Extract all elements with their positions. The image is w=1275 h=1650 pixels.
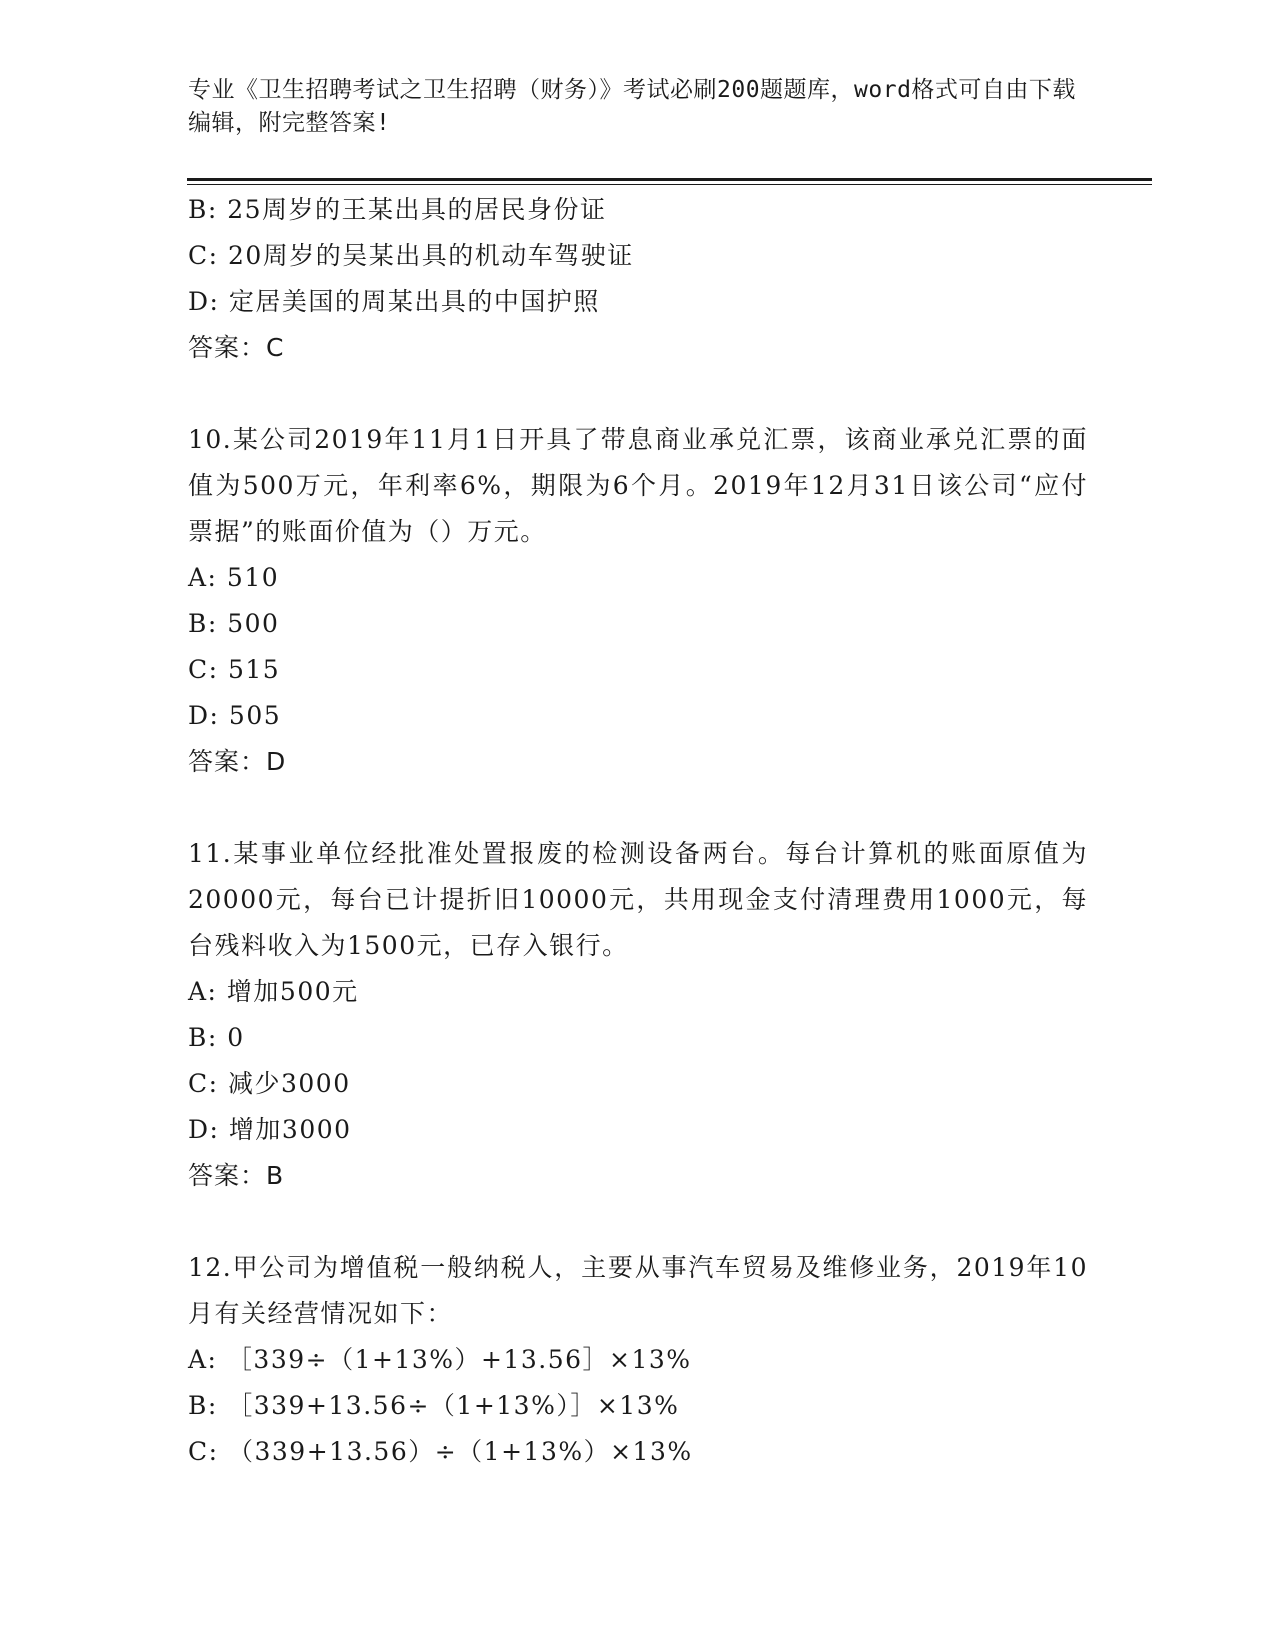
question-stem: 12.甲公司为增值税一般纳税人，主要从事汽车贸易及维修业务，2019年10月有关经营情况如下：	[188, 1253, 1088, 1328]
option-c: C: （339+13.56）÷（1+13%）×13%	[188, 1437, 693, 1466]
answer-label: 答案：D	[188, 747, 287, 776]
option-c: C: 减少3000	[188, 1069, 351, 1098]
option-c: C: 20周岁的吴某出具的机动车驾驶证	[188, 241, 634, 270]
option-b: B: 500	[188, 609, 280, 638]
document-header: 专业《卫生招聘考试之卫生招聘（财务）》考试必刷200题题库，word格式可自由下载编辑，附完整答案!	[188, 77, 1076, 136]
option-b: B: ［339+13.56÷（1+13%）］×13%	[188, 1391, 680, 1420]
option-d: D: 增加3000	[188, 1115, 352, 1144]
option-b: B: 0	[188, 1023, 245, 1052]
option-b: B: 25周岁的王某出具的居民身份证	[188, 195, 607, 224]
option-c: C: 515	[188, 655, 281, 684]
spacer	[188, 1199, 1088, 1245]
answer-label: 答案：C	[188, 333, 285, 362]
question-12	[188, 1245, 1088, 1475]
question-content	[188, 187, 1088, 1475]
header-divider-thin	[187, 184, 1152, 185]
answer-label: 答案：B	[188, 1161, 285, 1190]
question-stem: 11.某事业单位经批准处置报废的检测设备两台。每台计算机的账面原值为20000元，每台已计提折旧10000元，共用现金支付清理费用1000元，每台残料收入为1500元，已存入银行。	[188, 839, 1088, 960]
question-stem: 10.某公司2019年11月1日开具了带息商业承兑汇票，该商业承兑汇票的面值为500万元，年利率6%，期限为6个月。2019年12月31日该公司“应付票据”的账面价值为（）万元。	[188, 425, 1088, 546]
question-11	[188, 831, 1088, 1199]
question-9	[188, 187, 1088, 371]
option-d: D: 定居美国的周某出具的中国护照	[188, 287, 600, 316]
spacer	[188, 785, 1088, 831]
spacer	[188, 371, 1088, 417]
option-d: D: 505	[188, 701, 282, 730]
option-a: A: 增加500元	[188, 977, 359, 1006]
question-10	[188, 417, 1088, 785]
option-a: A: ［339÷（1+13%）+13.56］×13%	[188, 1345, 692, 1374]
header-divider-thick	[187, 178, 1152, 181]
option-a: A: 510	[188, 563, 280, 592]
